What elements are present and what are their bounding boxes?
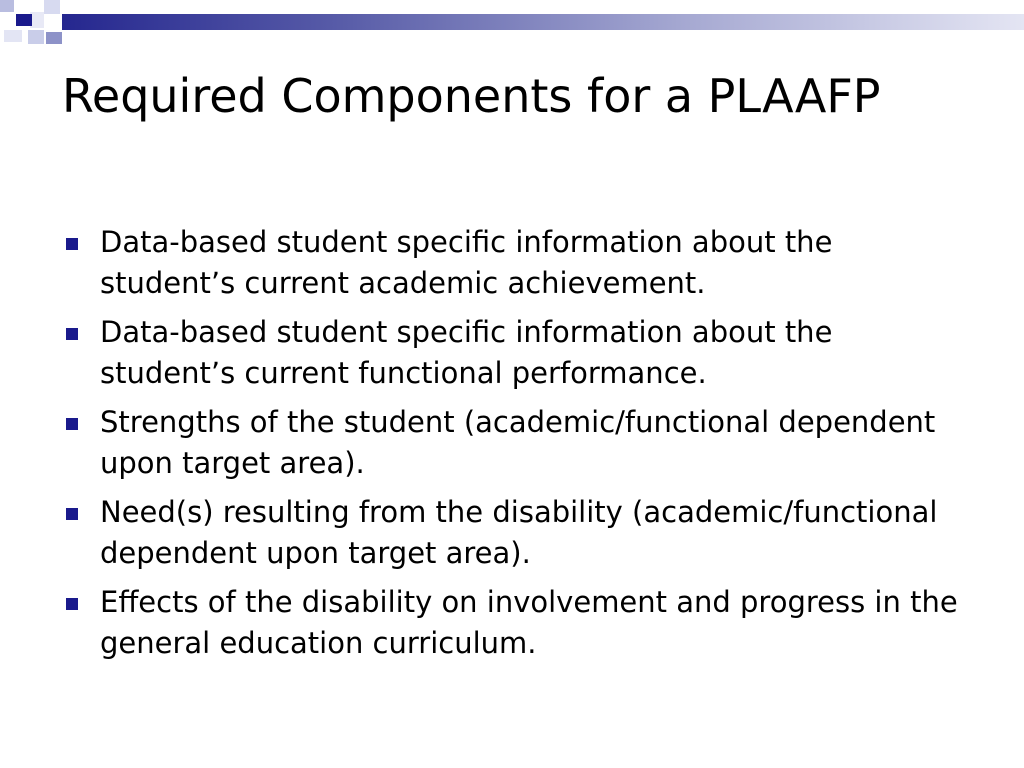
decor-square	[16, 14, 32, 26]
decor-square	[28, 30, 44, 44]
bullet-text: Need(s) resulting from the disability (academic/functional dependent upon target area).	[100, 495, 938, 570]
decor-square	[44, 0, 60, 14]
bullet-item	[62, 582, 962, 664]
square-bullet-icon	[66, 598, 78, 610]
decor-square	[46, 32, 62, 44]
bullet-item	[62, 222, 962, 304]
bullet-text: Effects of the disability on involvement and progress in the general education curriculum.	[100, 585, 958, 660]
header-gradient-bar	[62, 14, 1024, 30]
bullet-list	[62, 222, 962, 672]
decor-square	[4, 30, 22, 42]
bullet-text: Data-based student specific information about the student’s current academic achievement.	[100, 225, 833, 300]
decor-square	[0, 0, 14, 12]
square-bullet-icon	[66, 508, 78, 520]
bullet-item	[62, 402, 962, 484]
square-bullet-icon	[66, 328, 78, 340]
slide-title: Required Components for a PLAAFP	[62, 69, 881, 123]
square-bullet-icon	[66, 238, 78, 250]
bullet-item	[62, 492, 962, 574]
bullet-text: Data-based student specific information about the student’s current functional performance.	[100, 315, 833, 390]
bullet-item	[62, 312, 962, 394]
decor-square	[30, 12, 44, 28]
square-bullet-icon	[66, 418, 78, 430]
bullet-text: Strengths of the student (academic/functional dependent upon target area).	[100, 405, 936, 480]
